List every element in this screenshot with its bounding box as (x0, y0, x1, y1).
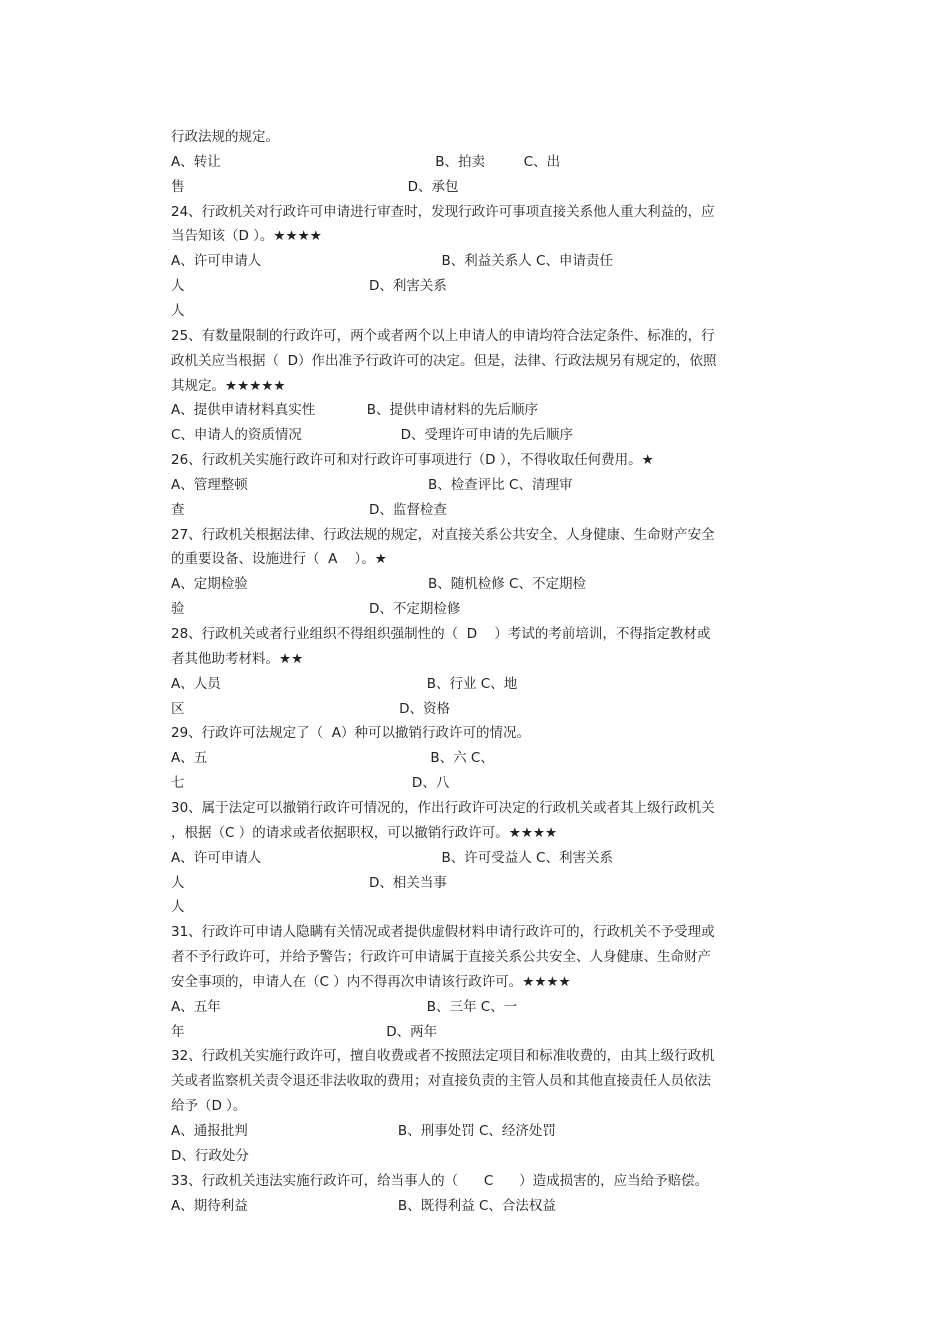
text-line: 27、行政机关根据法律、行政法规的规定，对直接关系公共安全、人身健康、生命财产安全 (171, 526, 715, 543)
text-line: ，根据（C ）的请求或者依据职权，可以撤销行政许可。★★★★ (171, 824, 558, 841)
text-line: 政机关应当根据（ D）作出准予行政许可的决定。但是，法律、行政法规另有规定的，依照 (171, 352, 717, 369)
text-line: 31、行政许可申请人隐瞒有关情况或者提供虚假材料申请行政许可的，行政机关不予受理或 (171, 924, 715, 941)
text-line: 关或者监察机关责令退还非法收取的费用；对直接负责的主管人员和其他直接责任人员依法 (171, 1073, 711, 1090)
text-line: C、申请人的资质情况 D、受理许可申请的先后顺序 (171, 427, 574, 444)
text-line: 的重要设备、设施进行（ A ）。★ (171, 551, 387, 568)
text-line: A、期待利益 B、既得利益 C、合法权益 (171, 1197, 556, 1214)
text-line: A、许可申请人 B、利益关系人 C、申请责任 (171, 253, 613, 270)
text-line: 28、行政机关或者行业组织不得组织强制性的（ D ）考试的考前培训，不得指定教材或 (171, 626, 711, 642)
text-line: 区 D、资格 (171, 700, 450, 717)
text-line: A、人员 B、行业 C、地 (171, 675, 518, 692)
text-line: 售 D、承包 (171, 178, 459, 195)
text-line: A、五年 B、三年 C、一 (171, 998, 518, 1015)
text-line: 查 D、监督检查 (171, 501, 447, 518)
text-line: 当告知该（D ）。★★★★ (171, 228, 322, 245)
text-line: 者不予行政许可，并给予警告；行政许可申请属于直接关系公共安全、人身健康、生命财产 (171, 949, 711, 966)
text-line: 30、属于法定可以撤销行政许可情况的，作出行政许可决定的行政机关或者其上级行政机关 (171, 799, 715, 816)
text-line: 24、行政机关对行政许可申请进行审查时，发现行政许可事项直接关系他人重大利益的，应 (171, 203, 715, 220)
text-line: A、管理整顿 B、检查评比 C、清理审 (171, 476, 573, 493)
text-line: D、行政处分 (171, 1147, 249, 1164)
text-line: 行政法规的规定。 (171, 129, 279, 145)
text-line: A、五 B、六 C、 (171, 750, 494, 767)
text-line: 安全事项的，申请人在（C ）内不得再次申请该行政许可。★★★★ (171, 973, 571, 990)
text-line: 人 (171, 899, 185, 916)
text-line: 人 (171, 302, 185, 319)
text-line: A、定期检验 B、随机检修 C、不定期检 (171, 576, 586, 593)
text-line: 其规定。★★★★★ (171, 377, 286, 394)
text-line: 33、行政机关违法实施行政许可，给当事人的（ C ）造成损害的，应当给予赔偿。 (171, 1172, 709, 1189)
text-line: 者其他助考材料。★★ (171, 650, 304, 667)
text-line: 人 D、相关当事 (171, 874, 447, 891)
text-line: 七 D、八 (171, 775, 450, 792)
text-line: A、转让 B、拍卖 C、出 (171, 153, 561, 170)
text-line: 年 D、两年 (171, 1023, 438, 1040)
text-line: 32、行政机关实施行政许可，擅自收费或者不按照法定项目和标准收费的，由其上级行政机 (171, 1048, 715, 1065)
text-line: A、通报批判 B、刑事处罚 C、经济处罚 (171, 1123, 556, 1139)
text-line: 29、行政许可法规定了（ A）种可以撤销行政许可的情况。 (171, 725, 530, 742)
text-line: A、提供申请材料真实性 B、提供申请材料的先后顺序 (171, 402, 538, 419)
text-line: 人 D、利害关系 (171, 278, 447, 295)
text-line: 给予（D ）。 (171, 1098, 247, 1115)
text-line: 25、有数量限制的行政许可，两个或者两个以上申请人的申请均符合法定条件、标准的，行 (171, 327, 715, 344)
text-line: A、许可申请人 B、许可受益人 C、利害关系 (171, 849, 613, 866)
text-line: 26、行政机关实施行政许可和对行政许可事项进行（D ），不得收取任何费用。★ (171, 452, 654, 469)
text-line: 验 D、不定期检修 (171, 601, 461, 618)
